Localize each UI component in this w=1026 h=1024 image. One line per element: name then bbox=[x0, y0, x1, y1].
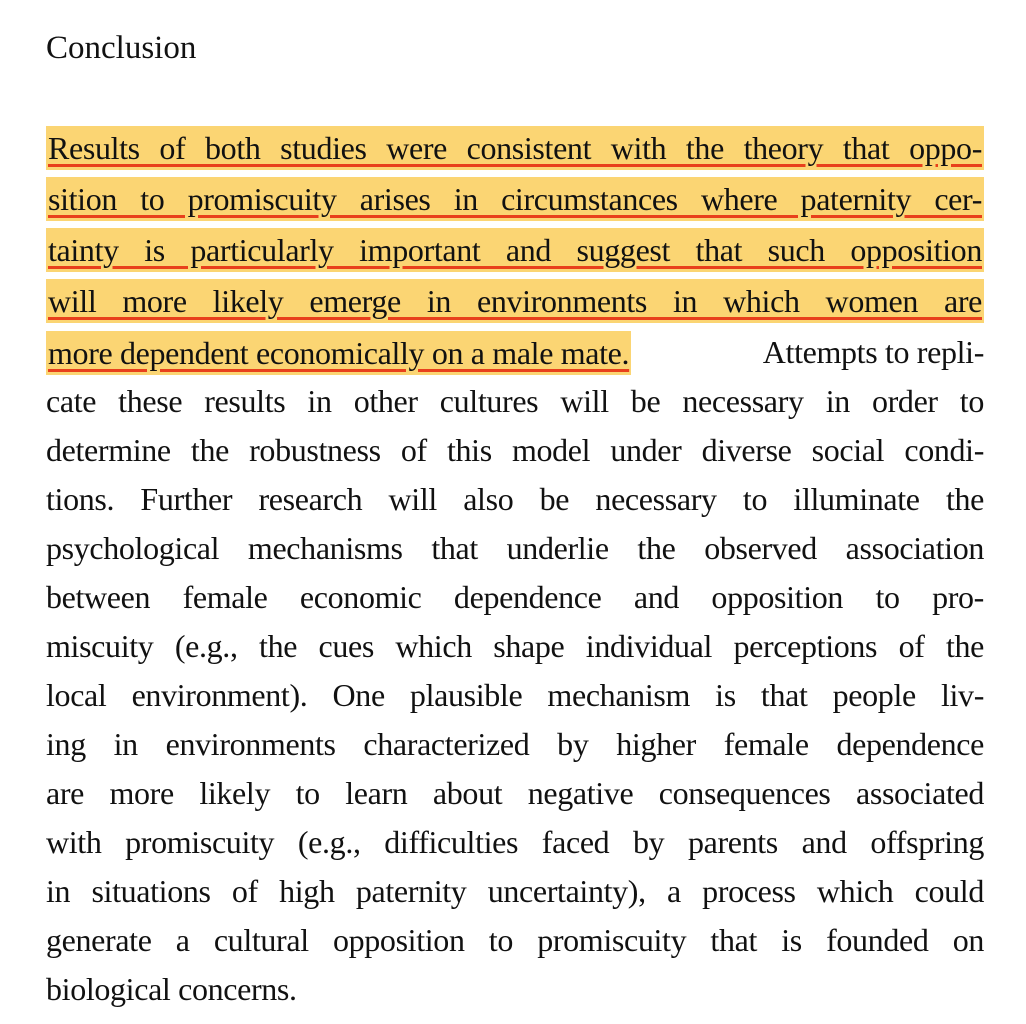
text-line: local environment). One plausible mechanism is that people liv- bbox=[46, 677, 984, 713]
text-line: psychological mechanisms that underlie the observed association bbox=[46, 530, 984, 566]
text-line: ing in environments characterized by higher female dependence bbox=[46, 726, 984, 762]
text-line: determine the robustness of this model under diverse social condi- bbox=[46, 432, 984, 468]
text-line bbox=[46, 126, 984, 175]
highlighted-text[interactable]: Results of both studies were consistent with the theory that oppo- bbox=[46, 126, 984, 170]
text-line: in situations of high paternity uncertainty), a process which could bbox=[46, 873, 984, 909]
text-line: miscuity (e.g., the cues which shape individual perceptions of the bbox=[46, 628, 984, 664]
text-line: biological concerns. bbox=[46, 971, 297, 1007]
text-line: generate a cultural opposition to promiscuity that is founded on bbox=[46, 922, 984, 958]
highlighted-text[interactable]: sition to promiscuity arises in circumstances where paternity cer- bbox=[46, 177, 984, 221]
highlighted-text[interactable]: tainty is particularly important and suggest that such opposition bbox=[46, 228, 984, 272]
conclusion-paragraph bbox=[46, 124, 984, 1014]
text-line: between female economic dependence and opposition to pro- bbox=[46, 579, 984, 615]
text-line: with promiscuity (e.g., difficulties faced by parents and offspring bbox=[46, 824, 984, 860]
text-line bbox=[46, 177, 984, 226]
section-title: Conclusion bbox=[46, 30, 197, 66]
highlighted-text[interactable]: will more likely emerge in environments in which women are bbox=[46, 279, 984, 323]
text-line bbox=[46, 228, 984, 277]
text-line: tions. Further research will also be necessary to illuminate the bbox=[46, 481, 984, 517]
body-text: Attempts to repli- bbox=[762, 334, 984, 370]
text-line bbox=[46, 279, 984, 328]
text-line bbox=[46, 328, 984, 377]
highlighted-text[interactable]: more dependent economically on a male mate. bbox=[46, 331, 631, 375]
text-line: are more likely to learn about negative consequences associated bbox=[46, 775, 984, 811]
text-line: cate these results in other cultures will be necessary in order to bbox=[46, 383, 984, 419]
